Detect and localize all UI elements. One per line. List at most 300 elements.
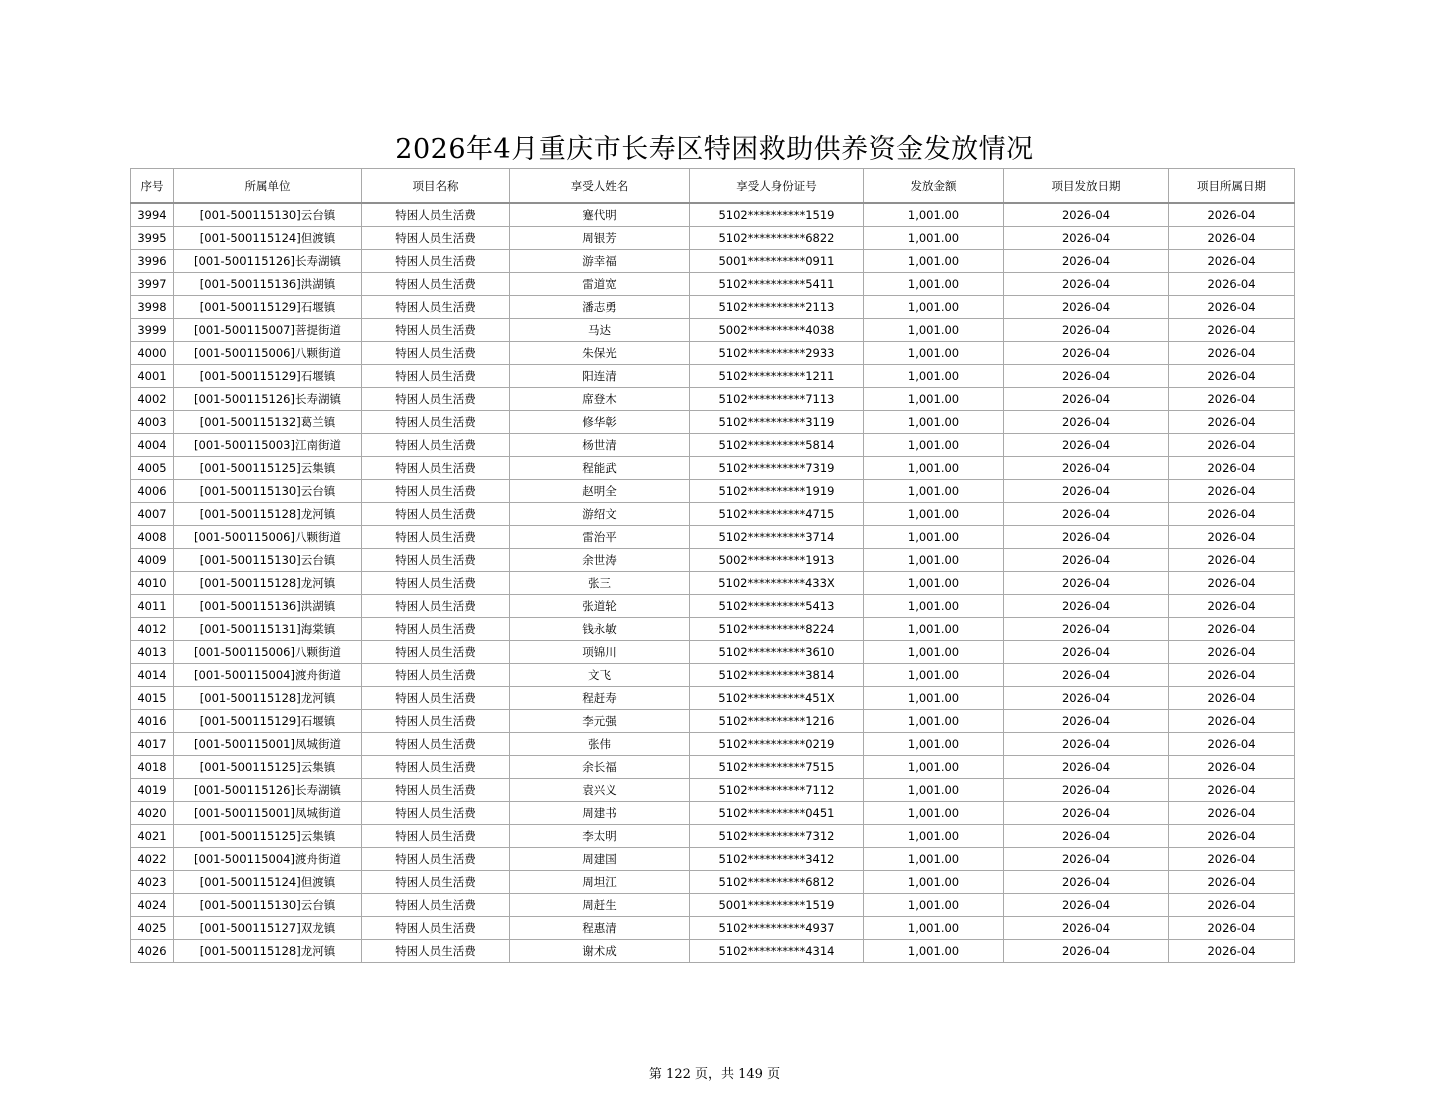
payment-date-cell: 2026-04 xyxy=(1004,434,1169,457)
unit-cell: [001-500115136]洪湖镇 xyxy=(174,595,362,618)
amount-cell: 1,001.00 xyxy=(864,595,1004,618)
project-name-cell: 特困人员生活费 xyxy=(362,894,510,917)
table-row xyxy=(131,572,1295,595)
payment-date-cell: 2026-04 xyxy=(1004,710,1169,733)
project-name-cell: 特困人员生活费 xyxy=(362,342,510,365)
serial-number-cell: 4024 xyxy=(131,894,174,917)
project-name-cell: 特困人员生活费 xyxy=(362,319,510,342)
recipient-name-cell: 钱永敏 xyxy=(510,618,690,641)
unit-cell: [001-500115129]石堰镇 xyxy=(174,365,362,388)
recipient-name-cell: 周建国 xyxy=(510,848,690,871)
payment-date-cell: 2026-04 xyxy=(1004,480,1169,503)
recipient-name-cell: 程惠清 xyxy=(510,917,690,940)
payment-date-cell: 2026-04 xyxy=(1004,319,1169,342)
recipient-name-cell: 雷道宽 xyxy=(510,273,690,296)
unit-cell: [001-500115125]云集镇 xyxy=(174,457,362,480)
period-date-cell: 2026-04 xyxy=(1169,434,1295,457)
period-date-cell: 2026-04 xyxy=(1169,825,1295,848)
serial-number-cell: 4022 xyxy=(131,848,174,871)
table-row xyxy=(131,664,1295,687)
table-row xyxy=(131,595,1295,618)
period-date-cell: 2026-04 xyxy=(1169,733,1295,756)
id-number-cell: 5102**********2933 xyxy=(690,342,864,365)
table-row xyxy=(131,227,1295,250)
unit-cell: [001-500115003]江南街道 xyxy=(174,434,362,457)
payment-date-cell: 2026-04 xyxy=(1004,273,1169,296)
id-number-cell: 5102**********3119 xyxy=(690,411,864,434)
serial-number-cell: 4025 xyxy=(131,917,174,940)
unit-cell: [001-500115007]菩提街道 xyxy=(174,319,362,342)
recipient-name-cell: 赵明全 xyxy=(510,480,690,503)
payment-date-cell: 2026-04 xyxy=(1004,687,1169,710)
recipient-name-cell: 周银芳 xyxy=(510,227,690,250)
payment-date-cell: 2026-04 xyxy=(1004,618,1169,641)
amount-cell: 1,001.00 xyxy=(864,710,1004,733)
serial-number-cell: 4023 xyxy=(131,871,174,894)
project-name-cell: 特困人员生活费 xyxy=(362,503,510,526)
payment-date-cell: 2026-04 xyxy=(1004,203,1169,227)
project-name-cell: 特困人员生活费 xyxy=(362,940,510,963)
serial-number-cell: 4011 xyxy=(131,595,174,618)
period-date-cell: 2026-04 xyxy=(1169,296,1295,319)
unit-cell: [001-500115127]双龙镇 xyxy=(174,917,362,940)
id-number-cell: 5102**********7515 xyxy=(690,756,864,779)
serial-number-cell: 4017 xyxy=(131,733,174,756)
serial-number-cell: 3996 xyxy=(131,250,174,273)
payment-date-cell: 2026-04 xyxy=(1004,411,1169,434)
id-number-cell: 5102**********5814 xyxy=(690,434,864,457)
serial-number-cell: 4009 xyxy=(131,549,174,572)
id-number-cell: 5001**********0911 xyxy=(690,250,864,273)
payment-date-cell: 2026-04 xyxy=(1004,503,1169,526)
recipient-name-cell: 项锦川 xyxy=(510,641,690,664)
table-row xyxy=(131,457,1295,480)
project-name-cell: 特困人员生活费 xyxy=(362,779,510,802)
amount-cell: 1,001.00 xyxy=(864,917,1004,940)
table-row xyxy=(131,296,1295,319)
serial-number-cell: 4001 xyxy=(131,365,174,388)
project-name-cell: 特困人员生活费 xyxy=(362,733,510,756)
recipient-name-cell: 文飞 xyxy=(510,664,690,687)
unit-cell: [001-500115132]葛兰镇 xyxy=(174,411,362,434)
unit-cell: [001-500115006]八颗街道 xyxy=(174,641,362,664)
amount-cell: 1,001.00 xyxy=(864,549,1004,572)
id-number-cell: 5102**********433X xyxy=(690,572,864,595)
recipient-name-cell: 周建书 xyxy=(510,802,690,825)
table-row xyxy=(131,871,1295,894)
project-name-cell: 特困人员生活费 xyxy=(362,457,510,480)
amount-cell: 1,001.00 xyxy=(864,664,1004,687)
unit-cell: [001-500115126]长寿湖镇 xyxy=(174,388,362,411)
unit-cell: [001-500115006]八颗街道 xyxy=(174,526,362,549)
payment-date-cell: 2026-04 xyxy=(1004,848,1169,871)
recipient-name-cell: 张伟 xyxy=(510,733,690,756)
unit-cell: [001-500115004]渡舟街道 xyxy=(174,664,362,687)
unit-cell: [001-500115128]龙河镇 xyxy=(174,572,362,595)
unit-cell: [001-500115136]洪湖镇 xyxy=(174,273,362,296)
project-name-cell: 特困人员生活费 xyxy=(362,871,510,894)
amount-cell: 1,001.00 xyxy=(864,733,1004,756)
unit-cell: [001-500115124]但渡镇 xyxy=(174,227,362,250)
serial-number-cell: 4016 xyxy=(131,710,174,733)
amount-cell: 1,001.00 xyxy=(864,779,1004,802)
period-date-cell: 2026-04 xyxy=(1169,664,1295,687)
id-number-cell: 5102**********0219 xyxy=(690,733,864,756)
unit-cell: [001-500115130]云台镇 xyxy=(174,203,362,227)
amount-cell: 1,001.00 xyxy=(864,273,1004,296)
serial-number-cell: 4004 xyxy=(131,434,174,457)
id-number-cell: 5102**********5413 xyxy=(690,595,864,618)
id-number-cell: 5102**********7113 xyxy=(690,388,864,411)
period-date-cell: 2026-04 xyxy=(1169,940,1295,963)
serial-number-cell: 4000 xyxy=(131,342,174,365)
serial-number-cell: 4005 xyxy=(131,457,174,480)
period-date-cell: 2026-04 xyxy=(1169,365,1295,388)
unit-cell: [001-500115001]凤城街道 xyxy=(174,733,362,756)
project-name-cell: 特困人员生活费 xyxy=(362,365,510,388)
id-number-cell: 5102**********3412 xyxy=(690,848,864,871)
amount-cell: 1,001.00 xyxy=(864,457,1004,480)
unit-cell: [001-500115124]但渡镇 xyxy=(174,871,362,894)
serial-number-cell: 3998 xyxy=(131,296,174,319)
payment-date-cell: 2026-04 xyxy=(1004,388,1169,411)
recipient-name-cell: 程能武 xyxy=(510,457,690,480)
project-name-cell: 特困人员生活费 xyxy=(362,687,510,710)
unit-cell: [001-500115001]凤城街道 xyxy=(174,802,362,825)
amount-cell: 1,001.00 xyxy=(864,526,1004,549)
period-date-cell: 2026-04 xyxy=(1169,572,1295,595)
period-date-cell: 2026-04 xyxy=(1169,871,1295,894)
amount-cell: 1,001.00 xyxy=(864,503,1004,526)
recipient-name-cell: 程赶寿 xyxy=(510,687,690,710)
project-name-cell: 特困人员生活费 xyxy=(362,618,510,641)
project-name-cell: 特困人员生活费 xyxy=(362,434,510,457)
serial-number-cell: 4020 xyxy=(131,802,174,825)
payment-date-cell: 2026-04 xyxy=(1004,894,1169,917)
id-number-cell: 5102**********4314 xyxy=(690,940,864,963)
table-header xyxy=(131,169,1295,204)
id-number-cell: 5102**********8224 xyxy=(690,618,864,641)
id-number-cell: 5102**********7312 xyxy=(690,825,864,848)
id-number-cell: 5102**********1211 xyxy=(690,365,864,388)
project-name-cell: 特困人员生活费 xyxy=(362,250,510,273)
amount-cell: 1,001.00 xyxy=(864,365,1004,388)
period-date-cell: 2026-04 xyxy=(1169,710,1295,733)
unit-cell: [001-500115125]云集镇 xyxy=(174,825,362,848)
serial-number-cell: 4012 xyxy=(131,618,174,641)
period-date-cell: 2026-04 xyxy=(1169,618,1295,641)
recipient-name-cell: 修华彰 xyxy=(510,411,690,434)
amount-cell: 1,001.00 xyxy=(864,825,1004,848)
id-number-cell: 5102**********3814 xyxy=(690,664,864,687)
table-row xyxy=(131,687,1295,710)
unit-cell: [001-500115130]云台镇 xyxy=(174,549,362,572)
table-row xyxy=(131,250,1295,273)
recipient-name-cell: 雷治平 xyxy=(510,526,690,549)
payment-date-cell: 2026-04 xyxy=(1004,250,1169,273)
project-name-cell: 特困人员生活费 xyxy=(362,273,510,296)
serial-number-cell: 4015 xyxy=(131,687,174,710)
id-number-cell: 5102**********5411 xyxy=(690,273,864,296)
recipient-name-cell: 余长福 xyxy=(510,756,690,779)
period-date-cell: 2026-04 xyxy=(1169,549,1295,572)
serial-number-cell: 4013 xyxy=(131,641,174,664)
recipient-name-cell: 余世涛 xyxy=(510,549,690,572)
id-number-cell: 5102**********1519 xyxy=(690,203,864,227)
table-row xyxy=(131,917,1295,940)
unit-cell: [001-500115130]云台镇 xyxy=(174,480,362,503)
recipient-name-cell: 蹇代明 xyxy=(510,203,690,227)
payment-date-cell: 2026-04 xyxy=(1004,779,1169,802)
payment-date-cell: 2026-04 xyxy=(1004,526,1169,549)
unit-cell: [001-500115125]云集镇 xyxy=(174,756,362,779)
table-row xyxy=(131,940,1295,963)
page-number-footer: 第 122 页，共 149 页 xyxy=(648,1067,781,1082)
amount-cell: 1,001.00 xyxy=(864,480,1004,503)
unit-cell: [001-500115126]长寿湖镇 xyxy=(174,779,362,802)
amount-cell: 1,001.00 xyxy=(864,434,1004,457)
payment-date-cell: 2026-04 xyxy=(1004,756,1169,779)
id-number-cell: 5102**********6822 xyxy=(690,227,864,250)
unit-cell: [001-500115130]云台镇 xyxy=(174,894,362,917)
table-row xyxy=(131,825,1295,848)
id-number-cell: 5102**********2113 xyxy=(690,296,864,319)
unit-cell: [001-500115006]八颗街道 xyxy=(174,342,362,365)
relief-payment-table xyxy=(130,168,1295,963)
id-number-cell: 5102**********451X xyxy=(690,687,864,710)
payment-date-cell: 2026-04 xyxy=(1004,342,1169,365)
period-date-cell: 2026-04 xyxy=(1169,250,1295,273)
recipient-name-cell: 潘志勇 xyxy=(510,296,690,319)
amount-cell: 1,001.00 xyxy=(864,894,1004,917)
amount-cell: 1,001.00 xyxy=(864,572,1004,595)
payment-date-cell: 2026-04 xyxy=(1004,549,1169,572)
project-name-cell: 特困人员生活费 xyxy=(362,917,510,940)
payment-date-header: 项目发放日期 xyxy=(1004,169,1169,204)
project-name-cell: 特困人员生活费 xyxy=(362,802,510,825)
table-row xyxy=(131,434,1295,457)
serial-number-cell: 4008 xyxy=(131,526,174,549)
project-name-cell: 特困人员生活费 xyxy=(362,825,510,848)
table-row xyxy=(131,319,1295,342)
table-row xyxy=(131,733,1295,756)
recipient-name-cell: 阳连清 xyxy=(510,365,690,388)
id-number-cell: 5102**********6812 xyxy=(690,871,864,894)
serial-number-cell: 3995 xyxy=(131,227,174,250)
recipient-name-cell: 朱保光 xyxy=(510,342,690,365)
table-row xyxy=(131,618,1295,641)
table-row xyxy=(131,273,1295,296)
table-row xyxy=(131,480,1295,503)
period-date-cell: 2026-04 xyxy=(1169,480,1295,503)
serial-number-cell: 4018 xyxy=(131,756,174,779)
recipient-name-cell: 马达 xyxy=(510,319,690,342)
period-date-cell: 2026-04 xyxy=(1169,756,1295,779)
project-name-cell: 特困人员生活费 xyxy=(362,388,510,411)
project-name-cell: 特困人员生活费 xyxy=(362,480,510,503)
payment-date-cell: 2026-04 xyxy=(1004,457,1169,480)
payment-date-cell: 2026-04 xyxy=(1004,365,1169,388)
amount-cell: 1,001.00 xyxy=(864,848,1004,871)
amount-cell: 1,001.00 xyxy=(864,342,1004,365)
unit-cell: [001-500115129]石堰镇 xyxy=(174,296,362,319)
amount-header: 发放金额 xyxy=(864,169,1004,204)
amount-cell: 1,001.00 xyxy=(864,687,1004,710)
id-number-cell: 5102**********7112 xyxy=(690,779,864,802)
serial-number-cell: 3994 xyxy=(131,203,174,227)
recipient-name-cell: 游绍文 xyxy=(510,503,690,526)
period-date-cell: 2026-04 xyxy=(1169,687,1295,710)
period-date-cell: 2026-04 xyxy=(1169,388,1295,411)
id-number-cell: 5002**********1913 xyxy=(690,549,864,572)
unit-cell: [001-500115126]长寿湖镇 xyxy=(174,250,362,273)
project-name-cell: 特困人员生活费 xyxy=(362,203,510,227)
serial-number-cell: 4002 xyxy=(131,388,174,411)
payment-date-cell: 2026-04 xyxy=(1004,664,1169,687)
recipient-name-cell: 袁兴义 xyxy=(510,779,690,802)
serial-number-header: 序号 xyxy=(131,169,174,204)
payment-date-cell: 2026-04 xyxy=(1004,227,1169,250)
id-number-cell: 5001**********1519 xyxy=(690,894,864,917)
serial-number-cell: 4007 xyxy=(131,503,174,526)
period-date-cell: 2026-04 xyxy=(1169,641,1295,664)
table-row xyxy=(131,756,1295,779)
payment-date-cell: 2026-04 xyxy=(1004,733,1169,756)
amount-cell: 1,001.00 xyxy=(864,296,1004,319)
unit-cell: [001-500115004]渡舟街道 xyxy=(174,848,362,871)
unit-cell: [001-500115128]龙河镇 xyxy=(174,687,362,710)
payment-date-cell: 2026-04 xyxy=(1004,572,1169,595)
payment-date-cell: 2026-04 xyxy=(1004,825,1169,848)
amount-cell: 1,001.00 xyxy=(864,227,1004,250)
unit-cell: [001-500115128]龙河镇 xyxy=(174,503,362,526)
period-date-cell: 2026-04 xyxy=(1169,342,1295,365)
project-name-cell: 特困人员生活费 xyxy=(362,296,510,319)
table-row xyxy=(131,365,1295,388)
period-date-cell: 2026-04 xyxy=(1169,457,1295,480)
period-date-cell: 2026-04 xyxy=(1169,526,1295,549)
unit-cell: [001-500115131]海棠镇 xyxy=(174,618,362,641)
amount-cell: 1,001.00 xyxy=(864,250,1004,273)
project-name-cell: 特困人员生活费 xyxy=(362,756,510,779)
project-name-cell: 特困人员生活费 xyxy=(362,710,510,733)
project-name-cell: 特困人员生活费 xyxy=(362,572,510,595)
table-row xyxy=(131,894,1295,917)
recipient-name-cell: 杨世清 xyxy=(510,434,690,457)
unit-cell: [001-500115128]龙河镇 xyxy=(174,940,362,963)
period-date-cell: 2026-04 xyxy=(1169,227,1295,250)
table-row xyxy=(131,549,1295,572)
table-row xyxy=(131,641,1295,664)
serial-number-cell: 4019 xyxy=(131,779,174,802)
table-row xyxy=(131,203,1295,227)
payment-date-cell: 2026-04 xyxy=(1004,641,1169,664)
project-name-cell: 特困人员生活费 xyxy=(362,848,510,871)
period-date-cell: 2026-04 xyxy=(1169,848,1295,871)
period-date-cell: 2026-04 xyxy=(1169,595,1295,618)
id-number-cell: 5002**********4038 xyxy=(690,319,864,342)
table-row xyxy=(131,779,1295,802)
recipient-name-cell: 游幸福 xyxy=(510,250,690,273)
period-date-cell: 2026-04 xyxy=(1169,411,1295,434)
payment-date-cell: 2026-04 xyxy=(1004,802,1169,825)
serial-number-cell: 4021 xyxy=(131,825,174,848)
project-name-cell: 特困人员生活费 xyxy=(362,411,510,434)
table-row xyxy=(131,526,1295,549)
amount-cell: 1,001.00 xyxy=(864,756,1004,779)
amount-cell: 1,001.00 xyxy=(864,940,1004,963)
serial-number-cell: 4014 xyxy=(131,664,174,687)
id-number-cell: 5102**********7319 xyxy=(690,457,864,480)
project-name-cell: 特困人员生活费 xyxy=(362,641,510,664)
table-row xyxy=(131,710,1295,733)
id-number-cell: 5102**********0451 xyxy=(690,802,864,825)
period-date-cell: 2026-04 xyxy=(1169,802,1295,825)
recipient-name-cell: 周赶生 xyxy=(510,894,690,917)
period-date-cell: 2026-04 xyxy=(1169,779,1295,802)
amount-cell: 1,001.00 xyxy=(864,641,1004,664)
amount-cell: 1,001.00 xyxy=(864,319,1004,342)
recipient-name-cell: 周坦江 xyxy=(510,871,690,894)
id-number-cell: 5102**********1216 xyxy=(690,710,864,733)
recipient-name-cell: 谢术成 xyxy=(510,940,690,963)
recipient-name-cell: 张道轮 xyxy=(510,595,690,618)
table-body xyxy=(131,203,1295,963)
project-name-header: 项目名称 xyxy=(362,169,510,204)
id-number-cell: 5102**********3610 xyxy=(690,641,864,664)
unit-header: 所属单位 xyxy=(174,169,362,204)
serial-number-cell: 4026 xyxy=(131,940,174,963)
unit-cell: [001-500115129]石堰镇 xyxy=(174,710,362,733)
recipient-name-header: 享受人姓名 xyxy=(510,169,690,204)
amount-cell: 1,001.00 xyxy=(864,388,1004,411)
project-name-cell: 特困人员生活费 xyxy=(362,664,510,687)
period-date-cell: 2026-04 xyxy=(1169,503,1295,526)
header-row xyxy=(131,169,1295,204)
amount-cell: 1,001.00 xyxy=(864,871,1004,894)
payment-date-cell: 2026-04 xyxy=(1004,871,1169,894)
amount-cell: 1,001.00 xyxy=(864,618,1004,641)
payment-date-cell: 2026-04 xyxy=(1004,595,1169,618)
id-number-cell: 5102**********4937 xyxy=(690,917,864,940)
id-number-cell: 5102**********4715 xyxy=(690,503,864,526)
project-name-cell: 特困人员生活费 xyxy=(362,595,510,618)
serial-number-cell: 3997 xyxy=(131,273,174,296)
payment-date-cell: 2026-04 xyxy=(1004,917,1169,940)
table-row xyxy=(131,802,1295,825)
table-row xyxy=(131,342,1295,365)
project-name-cell: 特困人员生活费 xyxy=(362,549,510,572)
recipient-name-cell: 张三 xyxy=(510,572,690,595)
serial-number-cell: 4010 xyxy=(131,572,174,595)
id-number-header: 享受人身份证号 xyxy=(690,169,864,204)
serial-number-cell: 3999 xyxy=(131,319,174,342)
project-name-cell: 特困人员生活费 xyxy=(362,227,510,250)
payment-date-cell: 2026-04 xyxy=(1004,940,1169,963)
serial-number-cell: 4003 xyxy=(131,411,174,434)
table-row xyxy=(131,503,1295,526)
period-date-cell: 2026-04 xyxy=(1169,203,1295,227)
period-date-cell: 2026-04 xyxy=(1169,894,1295,917)
amount-cell: 1,001.00 xyxy=(864,802,1004,825)
period-date-cell: 2026-04 xyxy=(1169,319,1295,342)
serial-number-cell: 4006 xyxy=(131,480,174,503)
table-row xyxy=(131,848,1295,871)
amount-cell: 1,001.00 xyxy=(864,411,1004,434)
project-name-cell: 特困人员生活费 xyxy=(362,526,510,549)
table-row xyxy=(131,411,1295,434)
id-number-cell: 5102**********1919 xyxy=(690,480,864,503)
